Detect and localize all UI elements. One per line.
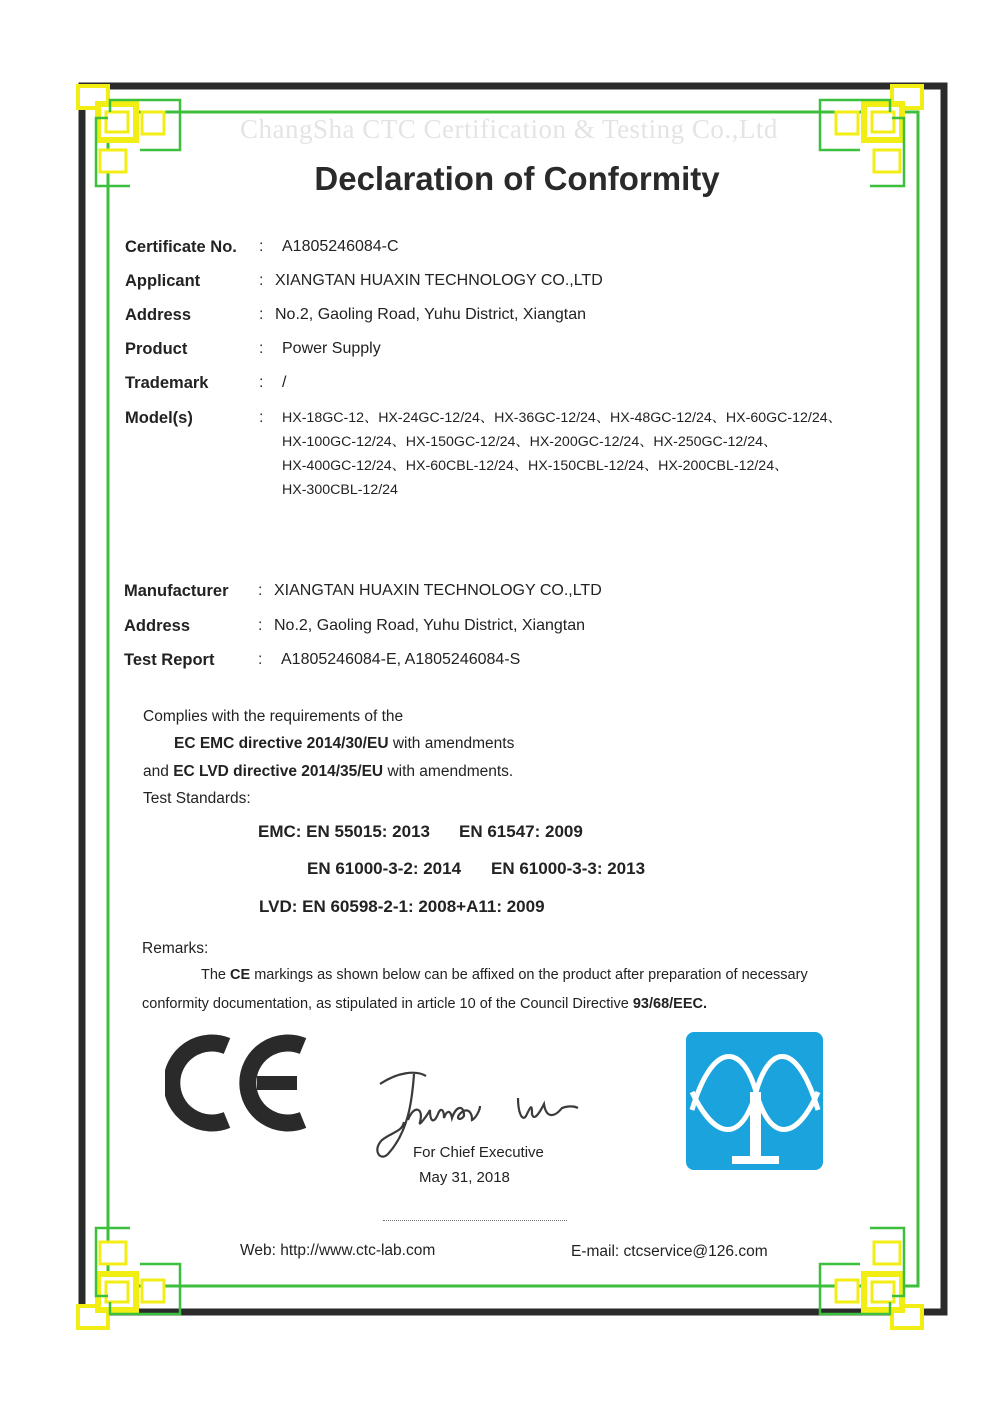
- compliance-line: Complies with the requirements of the: [143, 708, 404, 725]
- test-standards-label: Test Standards:: [143, 790, 251, 807]
- ce-mark-icon: [165, 1028, 315, 1138]
- field-label: Address: [124, 617, 191, 635]
- directive-text: 93/68/EEC.: [632, 996, 708, 1012]
- emc-directive: EC EMC directive 2014/30/EU: [174, 735, 389, 752]
- field-value: A1805246084-E, A1805246084-S: [281, 651, 521, 668]
- field-value: /: [282, 374, 287, 391]
- standard-61000-3-2: EN 61000-3-2: 2014: [307, 859, 462, 878]
- signature-date: May 31, 2018: [419, 1169, 510, 1186]
- field-test-report: [124, 651, 864, 677]
- remarks-line: [201, 967, 808, 983]
- field-product: [125, 340, 865, 366]
- field-colon: :: [259, 340, 264, 357]
- field-label: Trademark: [125, 374, 209, 392]
- remarks-text: The: [201, 967, 226, 983]
- field-value: XIANGTAN HUAXIN TECHNOLOGY CO.,LTD: [275, 272, 603, 289]
- models-line: HX-18GC-12、HX-24GC-12/24、HX-36GC-12/24、HX-48GC-12/24、HX-60GC-12/24、: [282, 410, 842, 426]
- models-line: HX-300CBL-12/24: [282, 482, 398, 498]
- field-address: [124, 617, 864, 643]
- ce-text: CE: [230, 967, 251, 983]
- field-applicant: [125, 272, 865, 298]
- field-colon: :: [259, 374, 264, 391]
- field-label: Product: [125, 340, 188, 358]
- field-label: Certificate No.: [125, 238, 237, 256]
- models-list: [282, 406, 872, 502]
- and-text: and: [143, 763, 169, 780]
- field-manufacturer: [124, 582, 864, 608]
- compliance-emc: [174, 735, 514, 753]
- compliance-lvd: [143, 763, 513, 781]
- field-colon: :: [259, 272, 264, 289]
- standard-lvd: LVD: EN 60598-2-1: 2008+A11: 2009: [259, 897, 545, 916]
- field-colon: :: [259, 238, 264, 255]
- remarks-heading: Remarks:: [142, 940, 209, 957]
- standard-emc: EMC: EN 55015: 2013: [258, 822, 430, 841]
- footer-web: Web: http://www.ctc-lab.com: [240, 1242, 436, 1259]
- signature-role: For Chief Executive: [413, 1144, 544, 1161]
- field-value: Power Supply: [282, 340, 381, 357]
- field-label: Address: [125, 306, 192, 324]
- field-address: [125, 306, 865, 332]
- watermark: ChangSha CTC Certification & Testing Co.,Ltd: [240, 114, 778, 144]
- field-colon: :: [258, 582, 263, 599]
- models-line: HX-400GC-12/24、HX-60CBL-12/24、HX-150CBL-12/24、HX-200CBL-12/24、: [282, 458, 789, 474]
- ctc-logo-icon: [686, 1032, 823, 1170]
- field-trademark: [125, 374, 865, 400]
- standard-61000-3-3: EN 61000-3-3: 2013: [491, 859, 646, 878]
- remarks-text: markings as shown below can be affixed on the product after preparation of necessary: [254, 967, 808, 983]
- field-value: No.2, Gaoling Road, Yuhu District, Xiangtan: [274, 617, 585, 634]
- field-label: Test Report: [124, 651, 215, 669]
- field-value: A1805246084-C: [282, 238, 399, 255]
- field-value: XIANGTAN HUAXIN TECHNOLOGY CO.,LTD: [274, 582, 602, 599]
- standard-emc-2: EN 61547: 2009: [459, 822, 583, 841]
- lvd-directive: EC LVD directive 2014/35/EU: [173, 763, 384, 780]
- ctc-logo-graphic: [686, 1032, 823, 1170]
- amendments-text: with amendments.: [387, 763, 514, 780]
- footer-email: E-mail: ctcservice@126.com: [571, 1243, 768, 1260]
- field-value: No.2, Gaoling Road, Yuhu District, Xiangtan: [275, 306, 586, 323]
- field-label: Model(s): [125, 409, 193, 427]
- field-colon: :: [259, 409, 264, 426]
- remarks-text: conformity documentation, as stipulated in article 10 of the Council Directive: [142, 996, 629, 1012]
- amendments-text: with amendments: [392, 735, 515, 752]
- field-colon: :: [259, 306, 264, 323]
- remarks-line: [142, 996, 707, 1012]
- field-label: Manufacturer: [124, 582, 229, 600]
- divider: [383, 1220, 567, 1221]
- field-label: Applicant: [125, 272, 201, 290]
- field-colon: :: [258, 617, 263, 634]
- page-title: Declaration of Conformity: [314, 160, 720, 197]
- models-line: HX-100GC-12/24、HX-150GC-12/24、HX-200GC-12/24、HX-250GC-12/24、: [282, 434, 778, 450]
- field-certificate: [125, 238, 865, 264]
- field-colon: :: [258, 651, 263, 668]
